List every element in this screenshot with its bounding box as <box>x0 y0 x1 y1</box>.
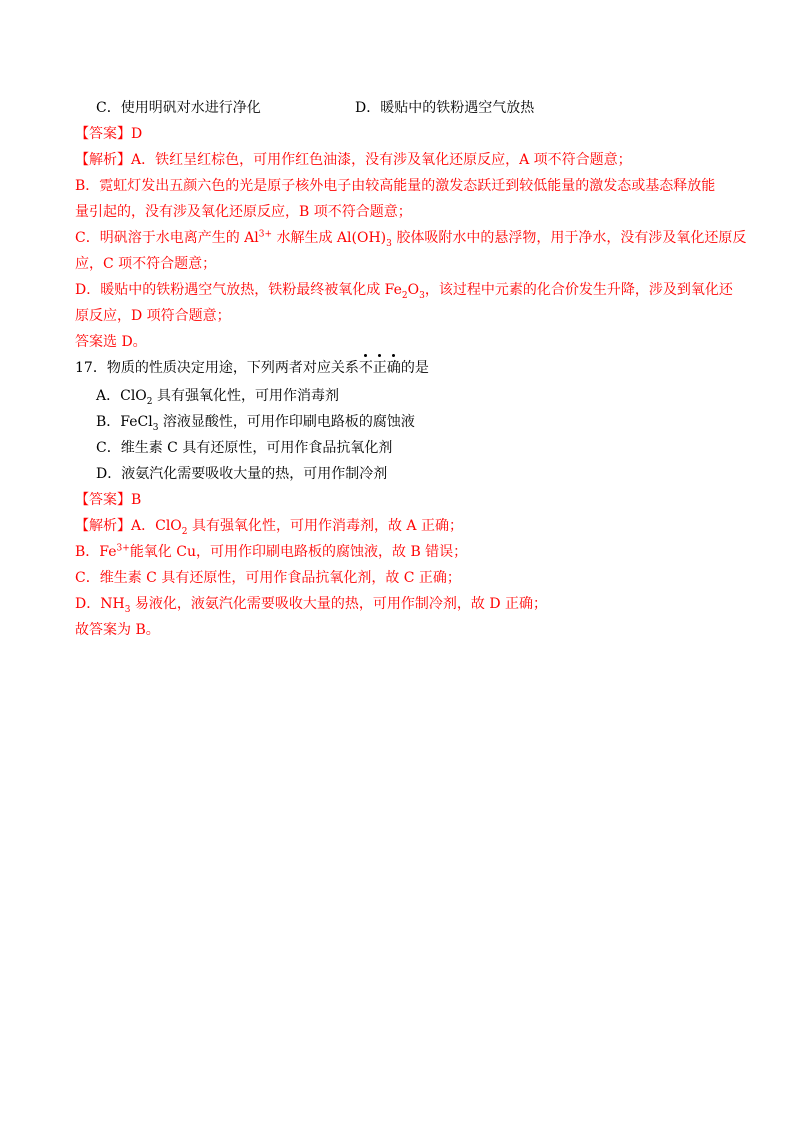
option-text: 溶液显酸性，可用作印刷电路板的腐蚀液 <box>158 414 415 430</box>
analysis-text: ，该过程中元素的化合价发生升降，涉及到氧化还 <box>424 282 733 298</box>
q16-analysis-line-5: 应，C 项不符合题意； <box>75 256 217 272</box>
q17-option-d: D．液氨汽化需要吸收大量的热，可用作制冷剂 <box>96 466 388 482</box>
q17-analysis-line-1 <box>75 516 463 536</box>
analysis-text: B．Fe <box>75 544 117 560</box>
analysis-text: D．暖贴中的铁粉遇空气放热，铁粉最终被氧化成 Fe <box>75 282 402 298</box>
subscript: 3 <box>386 238 392 249</box>
q16-analysis-line-1 <box>75 150 632 170</box>
subscript: 3 <box>124 604 131 615</box>
analysis-text: 水解生成 Al(OH) <box>272 230 387 246</box>
analysis-text: D．NH <box>75 596 125 612</box>
q16-analysis-line-7: 原反应，D 项符合题意； <box>75 308 231 324</box>
analysis-label: 【解析】 <box>75 518 131 534</box>
analysis-text: A．铁红呈红棕色，可用作红色油漆，没有涉及氧化还原反应，A 项不符合题意； <box>131 152 632 168</box>
option-text: 具有强氧化性，可用作消毒剂 <box>152 388 339 404</box>
emphasis-char: 不 <box>358 360 373 376</box>
q16-answer <box>75 124 142 144</box>
answer-value: D <box>131 126 143 142</box>
subscript: 3 <box>419 290 425 301</box>
q16-analysis-line-6 <box>75 280 733 300</box>
q17-answer <box>75 490 141 510</box>
answer-label: 【答案】 <box>75 126 131 142</box>
q16-analysis-line-4 <box>75 228 746 248</box>
analysis-text: 胶体吸附水中的悬浮物，用于净水，没有涉及氧化还原反 <box>391 230 747 246</box>
q17-option-b <box>96 412 415 432</box>
analysis-text: 易液化，液氨汽化需要吸收大量的热，可用作制冷剂，故 D 正确； <box>130 596 547 612</box>
analysis-text: 具有强氧化性，可用作消毒剂，故 A 正确； <box>187 518 463 534</box>
q17-option-a <box>96 386 339 406</box>
subscript: 2 <box>401 290 408 301</box>
stem-text: 17．物质的性质决定用途，下列两者对应关系 <box>75 360 359 376</box>
q16-analysis-line-3: 量引起的，没有涉及氧化还原反应，B 项不符合题意； <box>75 204 412 220</box>
stem-text: 的是 <box>400 360 429 376</box>
option-text: B．FeCl <box>96 414 153 430</box>
q17-analysis-line-2 <box>75 542 467 562</box>
superscript: 3+ <box>258 229 273 240</box>
subscript: 3 <box>152 422 159 433</box>
q16-option-d: D．暖贴中的铁粉遇空气放热 <box>355 100 535 116</box>
q17-analysis-line-4 <box>75 594 547 614</box>
emphasis-char: 确 <box>386 360 401 376</box>
subscript: 2 <box>181 526 188 537</box>
analysis-text: O <box>407 282 420 298</box>
q16-option-c: C．使用明矾对水进行净化 <box>96 100 261 116</box>
analysis-label: 【解析】 <box>75 152 131 168</box>
subscript: 2 <box>146 396 153 407</box>
analysis-text: C．明矾溶于水电离产生的 Al <box>75 230 259 246</box>
analysis-text: 能氧化 Cu，可用作印刷电路板的腐蚀液，故 B 错误； <box>129 544 468 560</box>
q17-option-c: C．维生素 C 具有还原性，可用作食品抗氧化剂 <box>96 440 393 456</box>
emphasis-char: 正 <box>372 360 387 376</box>
answer-label: 【答案】 <box>75 492 131 508</box>
q17-analysis-line-3: C．维生素 C 具有还原性，可用作食品抗氧化剂，故 C 正确； <box>75 570 461 586</box>
q17-stem <box>75 358 429 378</box>
superscript: 3+ <box>116 543 130 554</box>
q16-conclusion: 答案选 D。 <box>75 334 147 350</box>
q16-analysis-line-2: B．霓虹灯发出五颜六色的光是原子核外电子由较高能量的激发态跃迁到较低能量的激发态或基态释放能 <box>75 178 716 194</box>
analysis-text: A．ClO <box>131 518 182 534</box>
answer-value: B <box>131 492 142 508</box>
option-text: A．ClO <box>96 388 147 404</box>
q17-conclusion: 故答案为 B。 <box>75 622 160 638</box>
